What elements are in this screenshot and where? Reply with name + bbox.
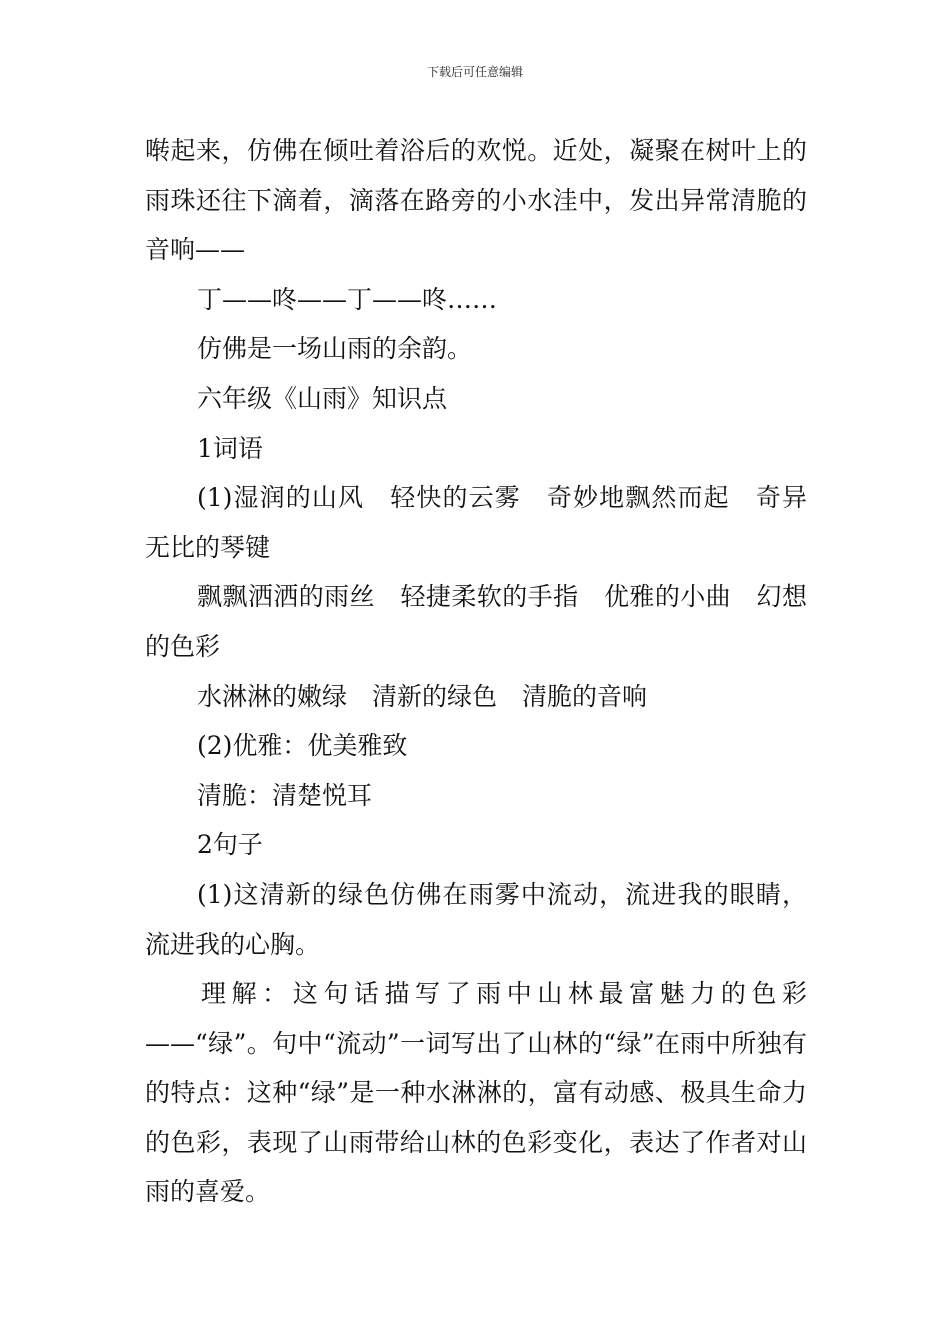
section-heading: 六年级《山雨》知识点	[197, 383, 448, 413]
vocabulary-list-2: 飘飘洒洒的雨丝 轻捷柔软的手指 优雅的小曲 幻想的色彩	[145, 582, 807, 661]
paragraph-onomatopoeia: 丁——咚——丁——咚……	[197, 284, 498, 314]
definition-qingcui: 清脆：清楚悦耳	[197, 780, 373, 810]
page-header: 下载后可任意编辑	[426, 65, 523, 79]
paragraph-aftertone: 仿佛是一场山雨的余韵。	[197, 334, 473, 364]
vocabulary-list-1: (1)湿润的山风 轻快的云雾 奇妙地飘然而起 奇异无比的琴键	[145, 483, 807, 562]
sentence-example: (1)这清新的绿色仿佛在雨雾中流动，流进我的眼睛，流进我的心胸。	[145, 879, 807, 959]
document-body	[145, 126, 807, 1217]
definition-youya: (2)优雅：优美雅致	[197, 731, 408, 761]
subheading-vocabulary: 1词语	[197, 433, 263, 463]
paragraph-continuation: 啭起来，仿佛在倾吐着浴后的欢悦。近处，凝聚在树叶上的雨珠还往下滴着，滴落在路旁的小水洼中，发出异常清脆的音响——	[145, 136, 807, 265]
sentence-explanation: 理解：这句话描写了雨中山林最富魅力的色彩——“绿”。句中“流动”一词写出了山林的“绿”在雨中所独有的特点：这种“绿”是一种水淋淋的，富有动感、极具生命力的色彩，表现了山雨带给山林的色彩变化，表达了作者对山雨的喜爱。	[145, 979, 807, 1207]
subheading-sentences: 2句子	[197, 830, 263, 860]
vocabulary-list-3: 水淋淋的嫩绿 清新的绿色 清脆的音响	[197, 681, 648, 711]
